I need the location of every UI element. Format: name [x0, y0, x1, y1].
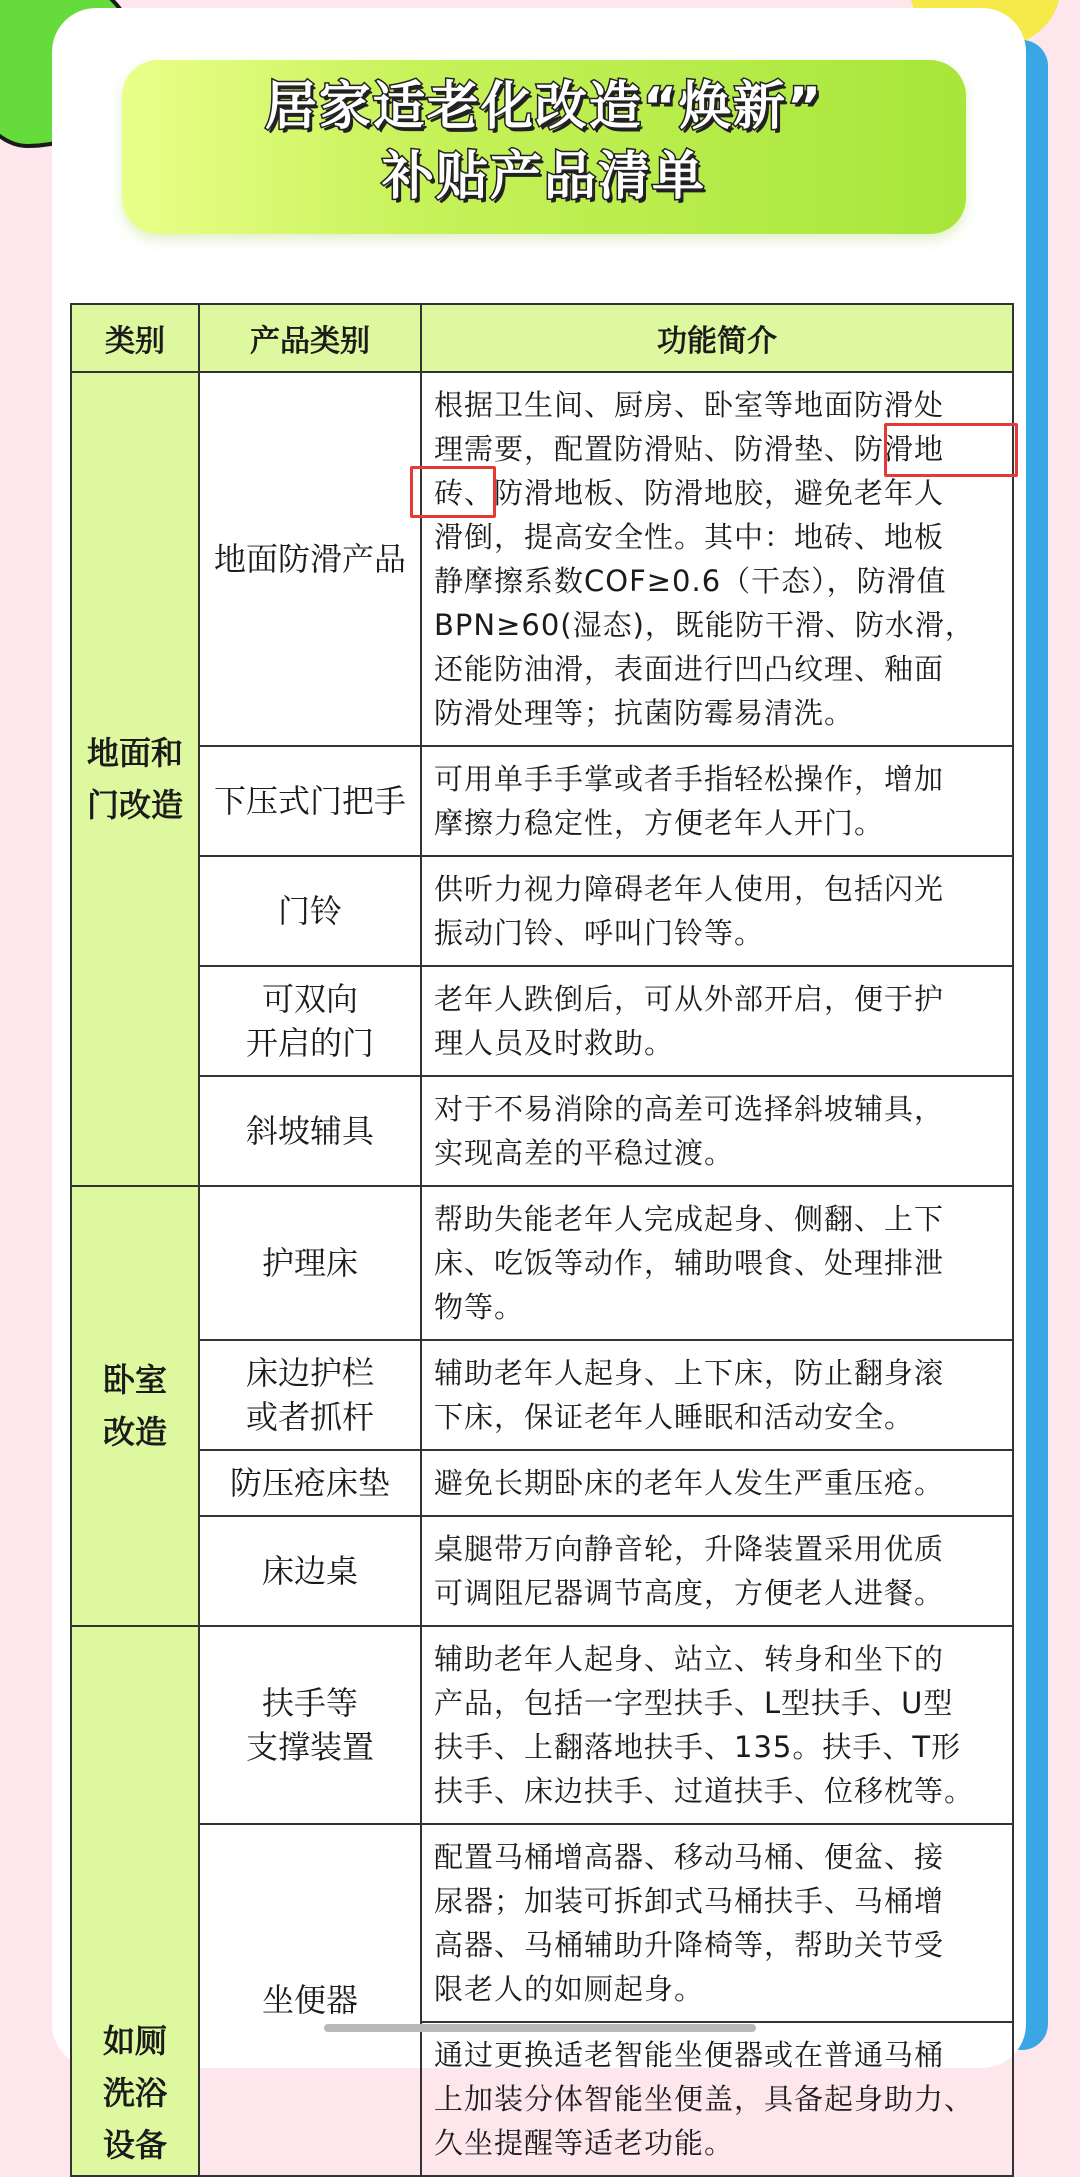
product-cell: 床边桌 [199, 1516, 421, 1626]
description-cell: 帮助失能老年人完成起身、侧翻、上下 床、吃饭等动作，辅助喂食、处理排泄 物等。 [421, 1186, 1013, 1340]
description-cell: 辅助老年人起身、上下床，防止翻身滚 下床，保证老年人睡眠和活动安全。 [421, 1340, 1013, 1450]
product-cell: 可双向 开启的门 [199, 966, 421, 1076]
highlight-box [884, 423, 1018, 477]
page-title-line-1: 居家适老化改造“焕新” [264, 77, 824, 137]
header-category: 类别 [71, 304, 199, 372]
product-cell: 床边护栏 或者抓杆 [199, 1340, 421, 1450]
table-row [71, 1516, 1013, 1626]
header-description: 功能简介 [421, 304, 1013, 372]
table-row [71, 1340, 1013, 1450]
description-cell: 避免长期卧床的老年人发生严重压疮。 [421, 1450, 1013, 1516]
product-cell: 斜坡辅具 [199, 1076, 421, 1186]
category-label: 卧室 改造 [102, 1361, 167, 1451]
table-header-row [71, 304, 1013, 372]
title-banner [122, 60, 966, 234]
description-cell: 老年人跌倒后，可从外部开启，便于护 理人员及时救助。 [421, 966, 1013, 1076]
table-row [71, 1626, 1013, 1824]
product-cell: 门铃 [199, 856, 421, 966]
table-row [71, 372, 1013, 746]
product-cell: 坐便器 [199, 1824, 421, 2176]
category-label: 如厕 洗浴 设备 [102, 2022, 167, 2164]
category-cell-bedroom [71, 1186, 199, 1626]
description-cell: 可用单手手掌或者手指轻松操作，增加 摩擦力稳定性，方便老年人开门。 [421, 746, 1013, 856]
table-row [71, 1076, 1013, 1186]
table-row [71, 746, 1013, 856]
product-cell: 防压疮床垫 [199, 1450, 421, 1516]
highlight-box [410, 466, 496, 518]
product-cell: 下压式门把手 [199, 746, 421, 856]
header-product: 产品类别 [199, 304, 421, 372]
table-row [71, 966, 1013, 1076]
description-cell: 对于不易消除的高差可选择斜坡辅具， 实现高差的平稳过渡。 [421, 1076, 1013, 1186]
description-cell: 配置马桶增高器、移动马桶、便盆、接 尿器；加装可拆卸式马桶扶手、马桶增 高器、马桶辅助升降椅等，帮助关节受 限老人的如厕起身。 [421, 1824, 1013, 2022]
description-cell: 供听力视力障碍老年人使用，包括闪光 振动门铃、呼叫门铃等。 [421, 856, 1013, 966]
table-row [71, 1186, 1013, 1340]
product-cell: 护理床 [199, 1186, 421, 1340]
description-cell: 根据卫生间、厨房、卧室等地面防滑处 理需要，配置防滑贴、防滑垫、防滑地 砖、防滑地板、防滑地胶，避免老年人 滑倒，提高安全性。其中：地砖、地板 静摩擦系数COF≥0.6（干态），防滑值 BPN≥60(湿态)，既能防干滑、防水滑， 还能防油滑，表面进行凹凸纹理、釉面 防滑处理等；抗菌防霉易清洗。 [421, 372, 1013, 746]
page-title-line-2: 补贴产品清单 [381, 147, 706, 207]
description-cell: 辅助老年人起身、站立、转身和坐下的 产品，包括一字型扶手、L型扶手、U型 扶手、上翻落地扶手、135。扶手、T形 扶手、床边扶手、过道扶手、位移枕等。 [421, 1626, 1013, 1824]
category-label: 地面和 门改造 [86, 734, 183, 824]
subsidy-product-table [70, 303, 1014, 2177]
product-cell: 扶手等 支撑装置 [199, 1626, 421, 1824]
product-cell: 地面防滑产品 [199, 372, 421, 746]
description-cell: 桌腿带万向静音轮，升降装置采用优质 可调阻尼器调节高度，方便老人进餐。 [421, 1516, 1013, 1626]
table-row [71, 1824, 1013, 2022]
category-cell-floor-door [71, 372, 199, 1186]
description-cell: 通过更换适老智能坐便器或在普通马桶 上加装分体智能坐便盖，具备起身助力、 久坐提醒等适老功能。 [421, 2022, 1013, 2176]
scroll-indicator[interactable] [324, 2024, 756, 2032]
category-cell-toilet-bath [71, 1626, 199, 2176]
table-row [71, 856, 1013, 966]
table-row [71, 1450, 1013, 1516]
